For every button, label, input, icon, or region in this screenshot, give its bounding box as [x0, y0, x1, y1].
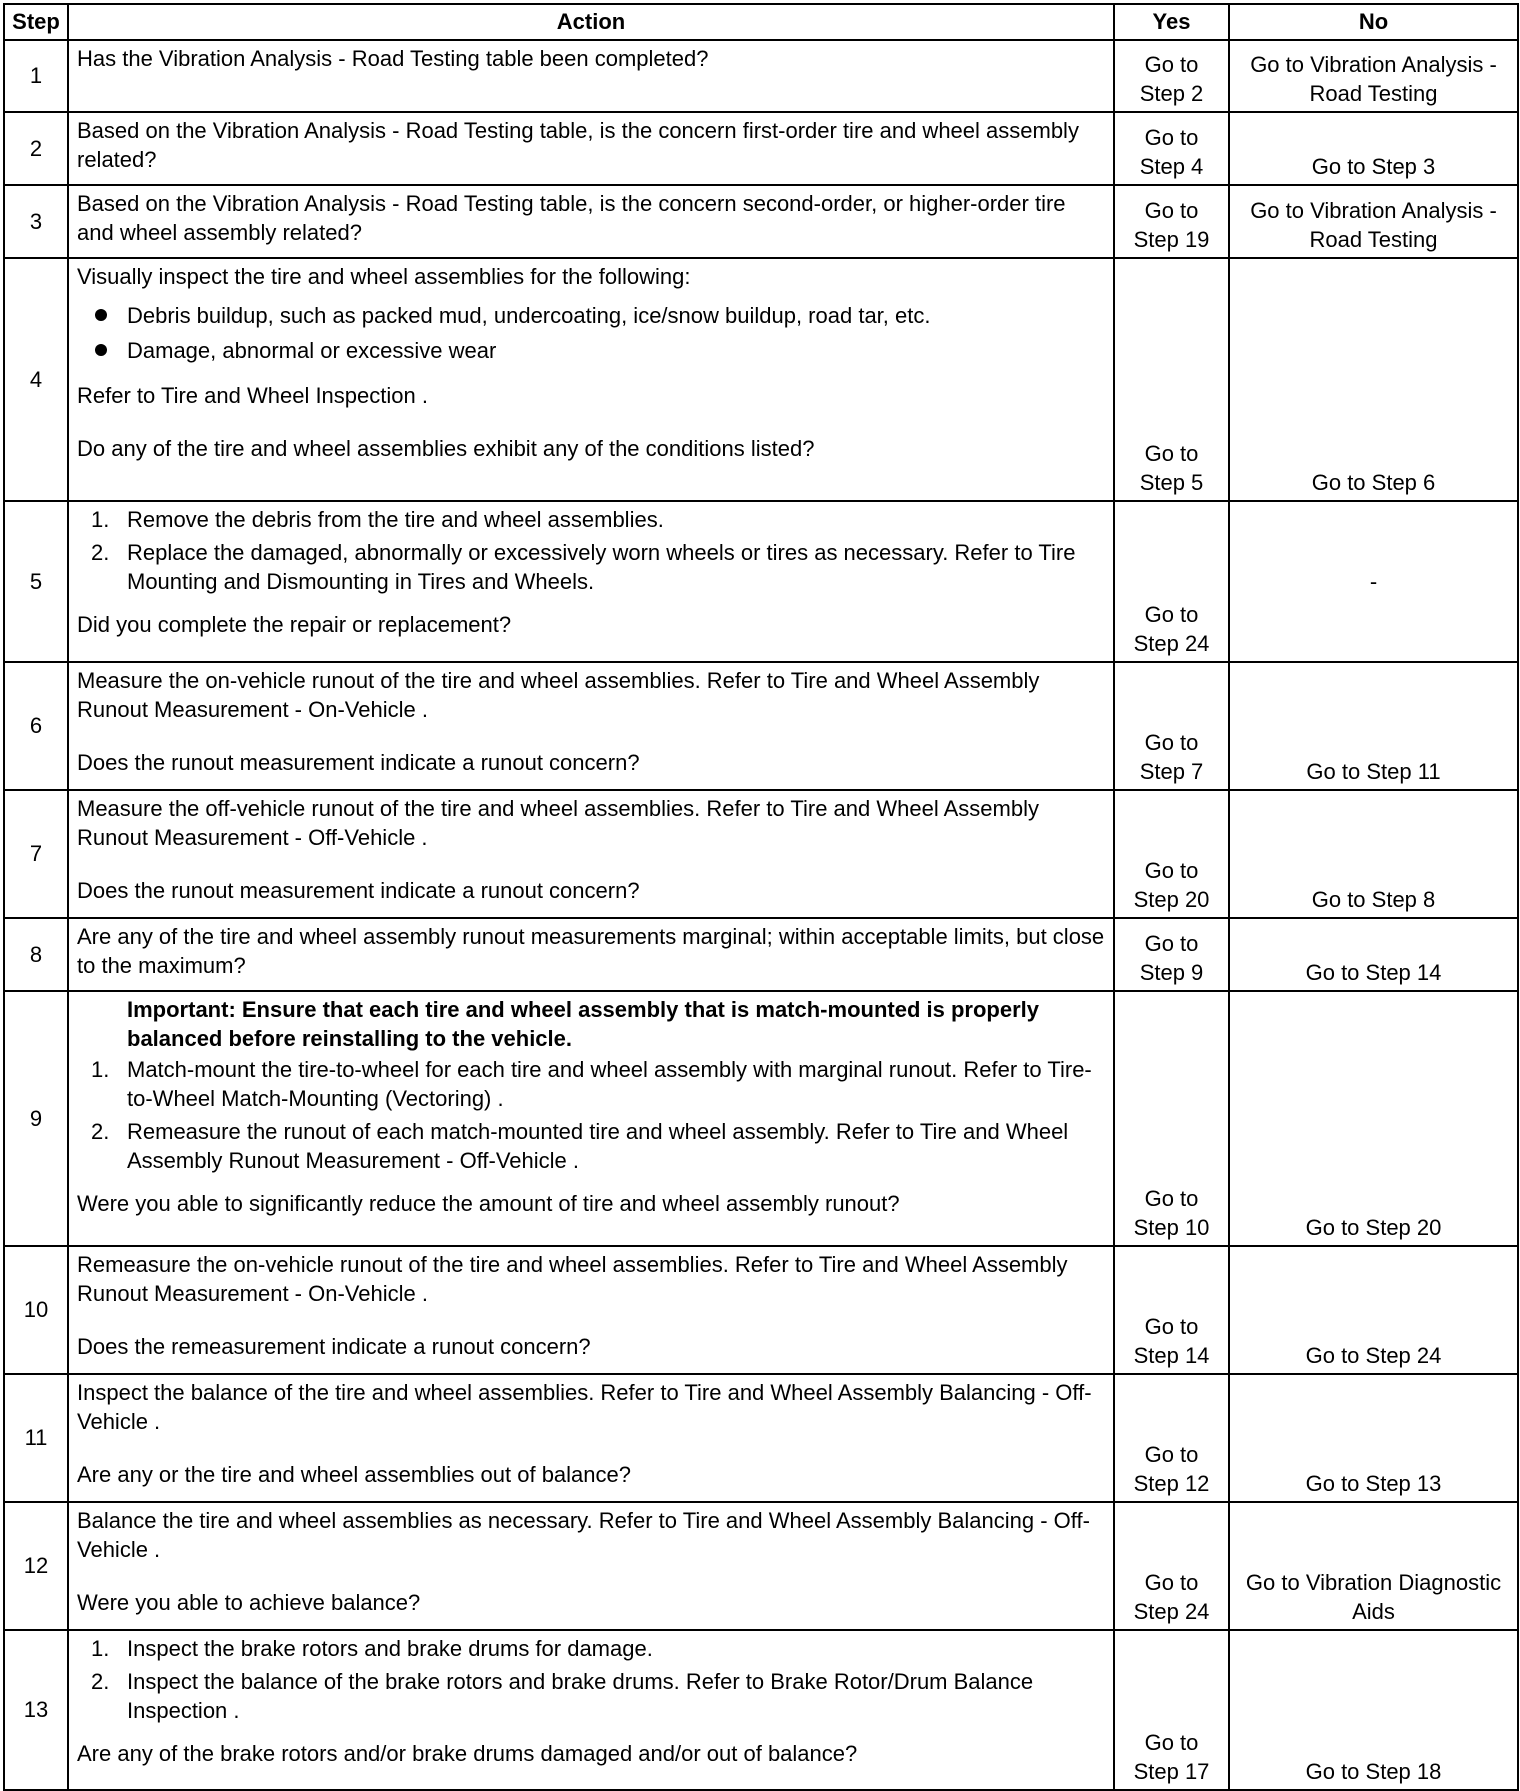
action-question: Were you able to achieve balance? [77, 1590, 421, 1616]
table-row [4, 790, 1518, 918]
action-question: Does the runout measurement indicate a runout concern? [77, 750, 640, 776]
step-number: 4 [4, 258, 68, 501]
action-question: Based on the Vibration Analysis - Road Testing table, is the concern second-order, or higher-order tire and wheel assembly related? [77, 191, 1066, 246]
action-question: Were you able to significantly reduce the amount of tire and wheel assembly runout? [77, 1191, 900, 1217]
list-item [77, 301, 1105, 330]
list-item: 1. Match-mount the tire-to-wheel for each tire and wheel assembly with marginal runout. Refer to Tire-to-Wheel Match-Mounting (Vectoring) . [91, 1057, 1092, 1112]
no-cell: Go to Step 11 [1229, 662, 1518, 790]
action-question: Has the Vibration Analysis - Road Testing table been completed? [77, 46, 709, 71]
table-row [4, 918, 1518, 991]
yes-cell: Go to Step 12 [1114, 1374, 1229, 1502]
action-cell [68, 185, 1114, 258]
yes-cell: Go to Step 9 [1114, 918, 1229, 991]
yes-cell: Go to Step 24 [1114, 501, 1229, 662]
table-row [4, 1246, 1518, 1374]
action-question: Does the runout measurement indicate a runout concern? [77, 878, 640, 904]
list-item-text: Debris buildup, such as packed mud, undercoating, ice/snow buildup, road tar, etc. [127, 303, 931, 329]
no-cell: Go to Step 20 [1229, 991, 1518, 1246]
table-row [4, 501, 1518, 662]
table-row [4, 185, 1518, 258]
no-cell: Go to Step 3 [1229, 112, 1518, 185]
table-row [4, 991, 1518, 1246]
list-item-text: Inspect the balance of the brake rotors and brake drums. Refer to Brake Rotor/Drum Balance Inspection . [127, 1669, 1034, 1724]
header-no: No [1229, 4, 1518, 40]
table-row [4, 1630, 1518, 1790]
list-item-text: Inspect the brake rotors and brake drums for damage. [127, 1636, 653, 1661]
no-cell: Go to Vibration Analysis - Road Testing [1229, 40, 1518, 112]
step-number: 12 [4, 1502, 68, 1630]
table-row [4, 662, 1518, 790]
list-item-text: Match-mount the tire-to-wheel for each tire and wheel assembly with marginal runout. Refer to Tire-to-Wheel Match-Mounting (Vectoring) . [127, 1057, 1092, 1112]
no-cell: Go to Step 8 [1229, 790, 1518, 918]
action-cell [68, 991, 1114, 1246]
step-number: 1 [4, 40, 68, 112]
action-cell [68, 1246, 1114, 1374]
action-intro: Visually inspect the tire and wheel assemblies for the following: [77, 264, 691, 289]
step-number: 11 [4, 1374, 68, 1502]
table-row [4, 1502, 1518, 1630]
header-action: Action [68, 4, 1114, 40]
action-question: Based on the Vibration Analysis - Road Testing table, is the concern first-order tire and wheel assembly related? [77, 118, 1079, 173]
step-number: 6 [4, 662, 68, 790]
list-item [77, 336, 1105, 365]
action-question: Are any of the tire and wheel assembly runout measurements marginal; within acceptable limits, but close to the maximum? [77, 924, 1105, 979]
action-intro: Inspect the balance of the tire and wheel assemblies. Refer to Tire and Wheel Assembly Balancing - Off-Vehicle . [77, 1380, 1092, 1435]
action-cell [68, 501, 1114, 662]
action-intro: Remeasure the on-vehicle runout of the tire and wheel assemblies. Refer to Tire and Wheel Assembly Runout Measurement - On-Vehicle . [77, 1252, 1068, 1307]
action-cell [68, 1630, 1114, 1790]
step-number: 2 [4, 112, 68, 185]
yes-cell: Go to Step 19 [1114, 185, 1229, 258]
yes-cell: Go to Step 24 [1114, 1502, 1229, 1630]
numbered-list [77, 1634, 1105, 1725]
action-question: Did you complete the repair or replacement? [77, 612, 512, 638]
action-cell [68, 40, 1114, 112]
numbered-list [77, 1055, 1105, 1175]
action-question: Does the remeasurement indicate a runout concern? [77, 1334, 591, 1360]
step-number: 8 [4, 918, 68, 991]
table-header [4, 4, 1518, 40]
no-cell: Go to Step 13 [1229, 1374, 1518, 1502]
action-question: Are any of the brake rotors and/or brake drums damaged and/or out of balance? [77, 1741, 858, 1767]
no-cell: - [1229, 501, 1518, 662]
yes-cell: Go to Step 14 [1114, 1246, 1229, 1374]
bullet-icon [95, 344, 107, 356]
table-row [4, 112, 1518, 185]
table-row [4, 40, 1518, 112]
action-refer: Refer to Tire and Wheel Inspection . [77, 383, 428, 409]
step-number: 7 [4, 790, 68, 918]
yes-cell: Go to Step 2 [1114, 40, 1229, 112]
header-yes: Yes [1114, 4, 1229, 40]
list-item: 1. Inspect the brake rotors and brake drums for damage. [91, 1636, 653, 1661]
action-cell [68, 1502, 1114, 1630]
action-intro: Measure the on-vehicle runout of the tire and wheel assemblies. Refer to Tire and Wheel Assembly Runout Measurement - On-Vehicle . [77, 668, 1040, 723]
no-cell: Go to Step 18 [1229, 1630, 1518, 1790]
yes-cell: Go to Step 4 [1114, 112, 1229, 185]
no-cell: Go to Step 14 [1229, 918, 1518, 991]
list-item: 2. Replace the damaged, abnormally or excessively worn wheels or tires as necessary. Refer to Tire Mounting and Dismounting in Tires and Wheels. [91, 540, 1076, 595]
yes-cell: Go to Step 10 [1114, 991, 1229, 1246]
table-row [4, 258, 1518, 501]
no-cell: Go to Vibration Diagnostic Aids [1229, 1502, 1518, 1630]
list-item: 2. Inspect the balance of the brake rotors and brake drums. Refer to Brake Rotor/Drum Balance Inspection . [91, 1669, 1034, 1724]
list-item-text: Replace the damaged, abnormally or excessively worn wheels or tires as necessary. Refer to Tire Mounting and Dismounting in Tires and Wheels. [127, 540, 1076, 595]
action-question: Do any of the tire and wheel assemblies exhibit any of the conditions listed? [77, 436, 815, 462]
no-cell: Go to Step 24 [1229, 1246, 1518, 1374]
action-cell [68, 790, 1114, 918]
step-number: 9 [4, 991, 68, 1246]
yes-cell: Go to Step 17 [1114, 1630, 1229, 1790]
list-item: 1. Remove the debris from the tire and wheel assemblies. [91, 507, 664, 532]
yes-cell: Go to Step 20 [1114, 790, 1229, 918]
action-cell [68, 918, 1114, 991]
step-number: 10 [4, 1246, 68, 1374]
action-intro: Measure the off-vehicle runout of the tire and wheel assemblies. Refer to Tire and Wheel Assembly Runout Measurement - Off-Vehicle . [77, 796, 1039, 851]
action-cell [68, 1374, 1114, 1502]
important-note: Important: Ensure that each tire and wheel assembly that is match-mounted is properly balanced before reinstalling to the vehicle. [127, 997, 1039, 1052]
numbered-list [77, 505, 1105, 596]
table-row [4, 1374, 1518, 1502]
yes-cell: Go to Step 5 [1114, 258, 1229, 501]
list-item-text: Remove the debris from the tire and wheel assemblies. [127, 507, 664, 532]
action-cell [68, 112, 1114, 185]
bullet-list [77, 301, 1105, 365]
step-number: 3 [4, 185, 68, 258]
no-cell: Go to Step 6 [1229, 258, 1518, 501]
action-cell [68, 258, 1114, 501]
list-item-text: Damage, abnormal or excessive wear [127, 338, 497, 364]
action-intro: Balance the tire and wheel assemblies as necessary. Refer to Tire and Wheel Assembly Balancing - Off-Vehicle . [77, 1508, 1090, 1563]
diagnostic-table [3, 3, 1519, 1791]
action-cell [68, 662, 1114, 790]
bullet-icon [95, 309, 107, 321]
list-item-text: Remeasure the runout of each match-mounted tire and wheel assembly. Refer to Tire and Wheel Assembly Runout Measurement - Off-Vehicle . [127, 1119, 1069, 1174]
step-number: 5 [4, 501, 68, 662]
header-step: Step [4, 4, 68, 40]
yes-cell: Go to Step 7 [1114, 662, 1229, 790]
step-number: 13 [4, 1630, 68, 1790]
list-item: 2. Remeasure the runout of each match-mounted tire and wheel assembly. Refer to Tire and Wheel Assembly Runout Measurement - Off-Vehicle . [91, 1119, 1069, 1174]
action-question: Are any or the tire and wheel assemblies out of balance? [77, 1462, 631, 1488]
no-cell: Go to Vibration Analysis - Road Testing [1229, 185, 1518, 258]
